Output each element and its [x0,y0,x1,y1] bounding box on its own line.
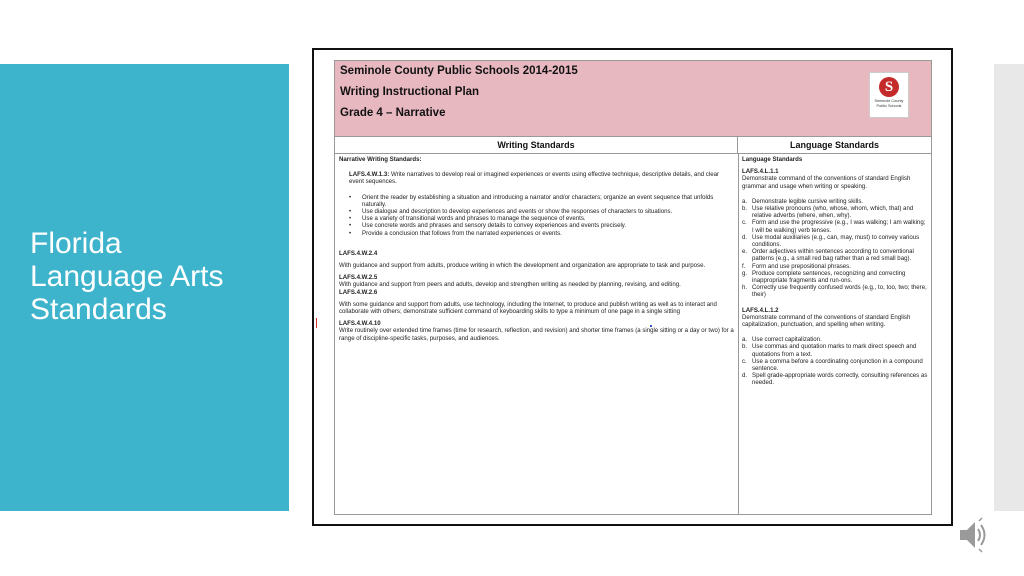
list-item-text: Correctly use frequently confused words (e.g., to, too, two; there, their) [752,284,927,299]
list-item [742,263,928,270]
list-marker: d. [742,372,748,380]
list-item: • Use dialogue and description to develop experiences and events or show the responses of characters to situations. [349,208,735,215]
header-district: Seminole County Public Schools 2014-2015 [340,65,578,77]
logo-text: Seminole County Public Schools [874,99,904,108]
l11-item-list [742,198,928,299]
list-item [742,248,928,262]
writing-column [339,156,735,342]
standard-code-w24: LAFS.4.W.2.4 [339,249,378,257]
standard-text-w410: Write routinely over extended time frames (time for research, reflection, and revision) and shorter time frames (a single sitting or a day or two) for a range of discipline-specific tasks, purposes, and audiences. [339,327,734,342]
list-marker: a. [742,197,748,205]
document-page [334,60,932,515]
list-marker: b. [742,343,748,351]
list-item: • Use a variety of transitional words and phrases to manage the sequence of events. [349,215,735,222]
list-marker: b. [742,205,748,213]
standard-code-l12: LAFS.4.L.1.2 [742,306,779,314]
column-divider [738,154,739,514]
header-plan: Writing Instructional Plan [340,86,480,98]
standard-code-w25: LAFS.4.W.2.5 [339,274,378,282]
list-marker: c. [742,219,747,227]
standard-w13 [339,171,735,185]
district-logo [869,72,909,118]
standard-text-w26: With some guidance and support from adults, use technology, including the Internet, to produce and publish writing as well as to interact and collaborate with others; demonstrate sufficient command of keyboarding skills to type a minimum of one page in a single sitting [339,300,717,316]
list-item [742,219,928,233]
standard-text-l12: Demonstrate command of the conventions of standard English capitalization, punctuation, and spelling when writing. [742,313,911,329]
list-marker: f. [742,262,746,270]
writing-standards-header: Writing Standards [335,137,738,154]
list-item-text: Demonstrate legible cursive writing skills. [752,197,864,205]
list-item-text: Form and use prepositional phrases. [752,262,851,270]
standard-code-l11: LAFS.4.L.1.1 [742,168,779,176]
slide-title-line-1: Florida [30,227,122,260]
list-item-text: Order adjectives within sentences according to conventional patterns (e.g., a small red bag rather than a red small bag). [752,248,914,263]
list-item [742,358,928,372]
language-section-title: Language Standards [742,156,803,163]
w13-bullet-list [339,194,735,237]
list-marker: e. [742,248,748,256]
list-item-text: Use modal auxiliaries (e.g., can, may, must) to convey various conditions. [752,233,920,249]
list-item-text: Use commas and quotation marks to mark direct speech and quotations from a text. [752,343,917,358]
slide-title-line-3: Standards [30,293,167,326]
language-standards-header: Language Standards [738,137,931,154]
list-item-text: Form and use the progressive (e.g., I was walking; I am walking; I will be walking) verb tenses. [752,219,926,234]
standard-text: Write narratives to develop real or imagined experiences or events using effective technique, descriptive details, and clear event sequences. [349,171,720,186]
standard-text-w24: With guidance and support from adults, produce writing in which the development and organization are appropriate to task and purpose. [339,262,706,270]
list-item [742,284,928,298]
right-accent-bar [994,64,1024,511]
list-item-text: Use a comma before a coordinating conjunction in a compound sentence. [752,357,923,373]
logo-letter: S [879,77,899,97]
slide-title [30,227,280,326]
document-header [335,61,931,137]
standard-code: LAFS.4.W.1.3: [349,171,390,179]
list-item-text: Use relative pronouns (who, whose, whom, which, that) and relative adverbs (where, when, why). [752,205,914,220]
list-item: • Orient the reader by establishing a situation and introducing a narrator and/or characters; organize an event sequence that unfolds naturally. [349,194,735,208]
l12-item-list [742,336,928,386]
header-grade: Grade 4 – Narrative [340,107,446,119]
list-item [742,270,928,284]
list-item: • Use concrete words and phrases and sensory details to convey experiences and events precisely. [349,222,735,229]
list-item: • Provide a conclusion that follows from the narrated experiences or events. [349,230,735,237]
list-item-text: Spell grade-appropriate words correctly, consulting references as needed. [752,372,928,387]
narrative-section-title: Narrative Writing Standards: [339,156,422,163]
cursor-dot [650,325,652,327]
standard-code-w26: LAFS.4.W.2.6 [339,288,378,296]
slide-title-line-2: Language Arts [30,260,224,293]
standard-text-w25: With guidance and support from peers and adults, develop and strengthen writing as needed by planning, revising, and editing. [339,281,681,289]
list-item [742,234,928,248]
list-marker: c. [742,357,747,365]
language-column [742,156,928,387]
list-item [742,336,928,343]
list-item [742,343,928,357]
list-marker: a. [742,336,748,344]
standard-text-l11: Demonstrate command of the conventions of standard English grammar and usage when writing or speaking. [742,175,911,190]
list-item [742,372,928,386]
list-item-text: Produce complete sentences, recognizing and correcting inappropriate fragments and run-ons. [752,269,906,285]
list-item [742,205,928,219]
speaker-icon[interactable] [958,516,988,554]
standard-code-w410: LAFS.4.W.4.10 [339,320,381,328]
annotation-mark [316,318,317,328]
list-marker: h. [742,284,748,292]
document-image [312,48,953,526]
list-item-text: Use correct capitalization. [752,336,822,344]
list-marker: g. [742,269,748,277]
list-item [742,198,928,205]
list-marker: d. [742,233,748,241]
